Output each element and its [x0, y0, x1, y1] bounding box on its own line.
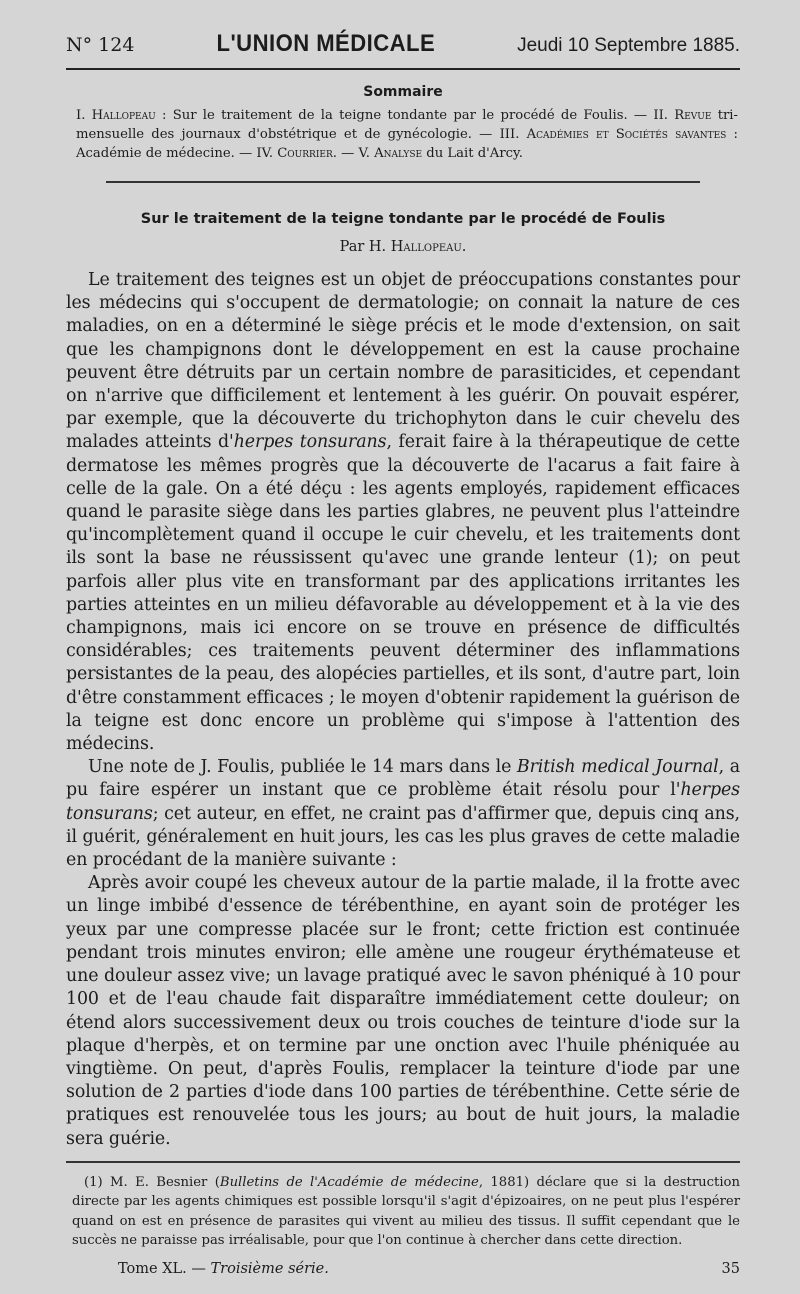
issue-date: Jeudi 10 Septembre 1885. — [517, 35, 740, 56]
serie-label: Troisième série. — [210, 1260, 329, 1277]
tome-label: Tome XL. — — [118, 1260, 211, 1277]
byline-author: Hallopeau — [390, 239, 462, 255]
paragraph-2-text-b: , a pu faire espérer un instant que ce problème était résolu pour l' — [66, 757, 740, 801]
sommaire-item-2-text: tri-mensuelle des journaux d'obstétrique et de gynécologie. — III. — [76, 108, 738, 142]
sommaire-item-4-text: . — V. — [332, 146, 375, 161]
sommaire-num-1: I. — [76, 108, 92, 123]
page-number: 35 — [721, 1260, 740, 1277]
footnote-text-a: (1) M. E. Besnier ( — [84, 1174, 220, 1190]
paragraph-2-emphasis: herpes tonsurans — [66, 780, 740, 824]
footnote — [66, 1173, 740, 1251]
byline-prefix: Par H. — [339, 239, 391, 255]
volume-info — [118, 1261, 329, 1277]
footnote-rule — [66, 1161, 740, 1163]
paragraph-2-text-a: Une note de J. Foulis, publiée le 14 mars dans le — [88, 757, 517, 778]
footnote-citation: Bulletins de l'Académie de médecine — [219, 1174, 479, 1190]
sommaire-item-3-label: Académies et Sociétés savantes — [526, 127, 727, 142]
paragraph-2-journal: British medical Journal — [516, 757, 719, 778]
footnote-text-b: , 1881) déclare que si la destruction directe par les agents chimiques est possible lorsqu'il s'agit d'épizoaires, on ne peut plus l'espérer quand on est en présence de parasites qui vivent au milieu des tissus. Il suffit cependant que le succès ne paraisse pas irréalisable, pour que l'on continue à chercher dans cette direction. — [72, 1174, 740, 1249]
sommaire-list — [66, 106, 740, 163]
sommaire-item-2-label: Revue — [674, 108, 712, 123]
sommaire-item-5-text: du Lait d'Arcy. — [422, 146, 523, 161]
sommaire-item-5-label: Analyse — [374, 146, 423, 161]
article-body — [66, 269, 740, 1151]
article-title: Sur le traitement de la teigne tondante par le procédé de Foulis — [140, 211, 666, 227]
paragraph-2-text-c: ; cet auteur, en effet, ne craint pas d'affirmer que, depuis cinq ans, il guérit, généralement en huit jours, les cas les plus graves de cette maladie en procédant de la manière suivante : — [66, 803, 740, 871]
paragraph-1-text-a: Le traitement des teignes est un objet de préoccupations constantes pour les médecins qui s'occupent de dermatologie; on connait la nature de ces maladies, on en a déterminé le siège précis et le mode d'extension, on sait que les champignons dont le développement en est la cause prochaine peuvent être détruits par un certain nombre de parasiticides, et cependant on n'arrive que difficilement et lentement à les guérir. On pouvait espérer, par exemple, que la découverte du trichophyton dans le cuir chevelu des malades atteints d' — [66, 270, 740, 453]
paragraph-2 — [66, 756, 740, 872]
page-footer — [66, 1261, 740, 1277]
paragraph-1-text-b: , ferait faire à la thérapeutique de cette dermatose les mêmes progrès que la découverte de l'acarus a fait faire à celle de la gale. On a été déçu : les agents employés, rapidement efficaces quand le parasite siège dans les parties glabres, ne peuvent plus l'atteindre qu'incomplètement quand il occupe le cuir chevelu, et les traitements dont ils sont la base ne réussissent qu'avec une grande lenteur (1); on peut parfois aller plus vite en transformant par des applications irritantes les parties atteintes en un milieu défavorable au développement et à la vie des champignons, mais ici encore on se trouve en présence de difficultés considérables; ces traitements peuvent déterminer des inflammations persistantes de la peau, des alopécies partielles, et ils sont, d'autre part, loin d'être constamment efficaces ; le moyen d'obtenir rapidement la guérison de la teigne est donc encore un problème qui s'impose à l'attention des médecins. — [66, 432, 740, 755]
sommaire-author: Hallopeau — [91, 108, 156, 123]
sommaire-item-4-label: Courrier — [277, 146, 333, 161]
page-header — [66, 30, 740, 62]
sommaire-item-1-text: : Sur le traitement de la teigne tondante par le procédé de Foulis. — II. — [155, 108, 675, 123]
paragraph-3: Après avoir coupé les cheveux autour de la partie malade, il la frotte avec un linge imbibé d'essence de térébenthine, en ayant soin de protéger les yeux par une compresse placée sur le front; cette friction est continuée pendant trois minutes environ; elle amène une rougeur érythémateuse et une douleur assez vive; un lavage pratiqué avec le savon phéniqué à 10 pour 100 et de l'eau chaude fait disparaître immédiatement cette douleur; on étend alors successivement deux ou trois couches de teinture d'iode sur la plaque d'herpès, et on termine par une onction avec l'huile phéniquée au vingtième. On peut, d'après Foulis, remplacer la teinture d'iode par une solution de 2 parties d'iode dans 100 parties de térébenthine. Cette série de pratiques est renouvelée tous les jours; au bout de huit jours, la maladie sera guérie. — [66, 873, 740, 1149]
sommaire-item-3-text: : Académie de médecine. — IV. — [76, 127, 739, 161]
byline-suffix: . — [461, 239, 467, 255]
sommaire-heading: Sommaire — [363, 84, 443, 100]
article-byline — [66, 239, 740, 255]
journal-title: L'UNION MÉDICALE — [216, 30, 436, 57]
paragraph-1 — [66, 269, 740, 756]
issue-number: N° 124 — [66, 34, 135, 56]
paragraph-1-emphasis: herpes tonsurans — [233, 432, 387, 453]
header-rule — [66, 68, 740, 70]
sommaire-rule — [106, 181, 699, 183]
